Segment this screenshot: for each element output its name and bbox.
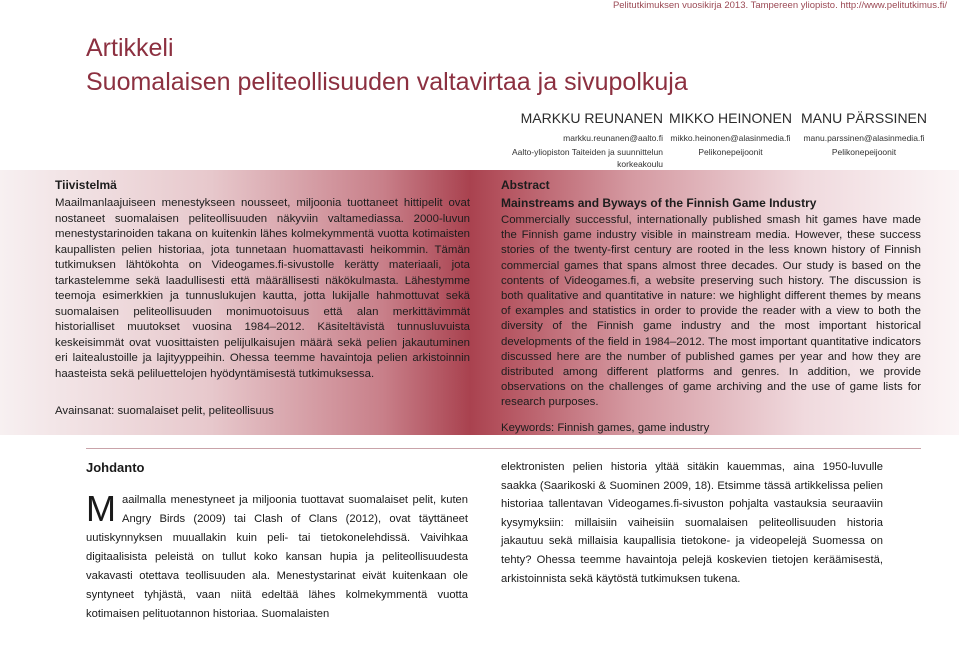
section-label: Artikkeli <box>86 34 174 62</box>
drop-cap: M <box>86 488 116 529</box>
abstract-en-heading: Abstract <box>501 178 550 192</box>
author-affiliation: Aalto-yliopiston Taiteiden ja suunnittelun korkeakoulu <box>511 147 663 169</box>
intro-left-text: aailmalla menestyneet ja miljoonia tuottavat suomalaiset pelit, kuten Angry Birds (2009) tai Clash of Clans (2012), ovat täyttäneet uutiskynnyksen muuallakin kuin peli- tai tietokonelehdissä. Vaivihkaa digitaalisista peleistä on tullut koko kansan hupia ja peliteollisuudesta vakavasti otettava teollisuuden ala. Menestystarinat eivät kuitenkaan ole syntyneet tyhjästä, vaan niitä edeltää lähes kolmekymmentä vuotta kotimaisen pelituotannon historiaa. Suomalaisten <box>86 494 468 620</box>
abstract-en-title: Mainstreams and Byways of the Finnish Game Industry <box>501 196 817 210</box>
author-name: MARKKU REUNANEN <box>520 110 663 126</box>
author-block-1 <box>480 110 663 170</box>
abstract-en-keywords: Keywords: Finnish games, game industry <box>501 422 710 434</box>
author-email[interactable]: mikko.heinonen@alasinmedia.fi <box>670 133 791 143</box>
author-name: MANU PÄRSSINEN <box>800 110 928 126</box>
author-email[interactable]: markku.reunanen@aalto.fi <box>563 133 663 143</box>
author-email[interactable]: manu.parssinen@alasinmedia.fi <box>803 133 925 143</box>
intro-heading: Johdanto <box>86 460 145 475</box>
journal-header-line: Pelitutkimuksen vuosikirja 2013. Tampereen yliopisto. http://www.pelitutkimus.fi/ <box>612 0 947 11</box>
author-affiliation: Pelikonepeijoonit <box>698 147 763 157</box>
intro-right-column: elektronisten pelien historia yltää sitäkin kauemmas, aina 1950-luvulle saakka (Saarikoski & Suominen 2009, 18). Etsimme tässä artikkelissa pelien historiaa tallentavan Videogames.fi-sivuston pohjalta vastauksia seuraaviin kysymyksiin: millaisiin vaiheisiin suomalaisen peliteollisuuden historia jakautuu sekä millaisia kaupallisia tietokone- ja videopelejä Suomessa on tehty? Ohessa teemme havaintoja pelejä koskevien tietojen keräämisestä, arkistoinnista sekä käytöstä tutkimuksen tukena. <box>501 461 883 585</box>
abstract-fi-heading: Tiivistelmä <box>55 178 117 192</box>
author-block-2 <box>668 110 793 158</box>
abstract-fi-body: Maailmanlaajuiseen menestykseen nousseet, miljoonia tuottaneet hittipelit ovat nostaneet suomalaisen peliteollisuuden näkyviin valtamediassa. 2000-luvun menestystarinoiden takana on kuitenkin lähes kolmekymmentä vuotta kotimaisten kaupallisten pelien historiaa, jota tunnetaan huomattavasti heikommin. Tämän tutkimuksen lähtökohta on Videogames.fi-sivustolle kerätty materiaali, jota tarkastelemme sekä laadullisesti että määrällisesti näkökulmasta. Lähestymme teemoja esimerkkien ja tunnuslukujen kautta, jotta lukijalle hahmottuvat sekä suomalaisen peliteollisuuden monimuotoisuus että alan merkittävimmät historialliset muutokset vuosina 1984–2012. Käsiteltävistä tunnusluvuista keskeisimmät ovat vuosittaisten pelijulkaisujen määrä sekä pelien jakautuminen eri laitealustoille ja lajityyppeihin. Ohessa teemme havaintoja pelien arkistoinnin haasteista sekä peliluettelojen hyödyntämisestä tutkimuksessa. <box>55 197 470 380</box>
intro-left-column <box>86 458 468 624</box>
intro-left-paragraph <box>86 488 468 624</box>
author-name: MIKKO HEINONEN <box>669 110 792 126</box>
author-affiliation: Pelikonepeijoonit <box>831 147 897 157</box>
divider <box>86 448 921 449</box>
author-block-3 <box>800 110 928 158</box>
article-title: Suomalaisen peliteollisuuden valtavirtaa ja sivupolkuja <box>86 68 688 96</box>
abstract-fi-keywords: Avainsanat: suomalaiset pelit, peliteollisuus <box>55 405 274 417</box>
abstract-en-body: Commercially successful, internationally published smash hit games have made the Finnish game industry visible in mainstream media. However, these success stories of the twenty-first century are rooted in the less known history of Finnish commercial games that spans almost three decades. Our study is based on the contents of Videogames.fi, a website preserving such history. The discussion is both qualitative and quantitative in nature: we highlight different themes by means of examples and statistics in order to provide the reader with a view to both the diversity of the Finnish game industry and the most important historical developments of the field in 1984–2012. The most important quantitative indicators discussed here are the number of published games per year and how they are distributed among different platforms and genres. In addition, we provide observations on the challenges of game archiving and the use of game lists for research purposes. <box>501 214 921 409</box>
